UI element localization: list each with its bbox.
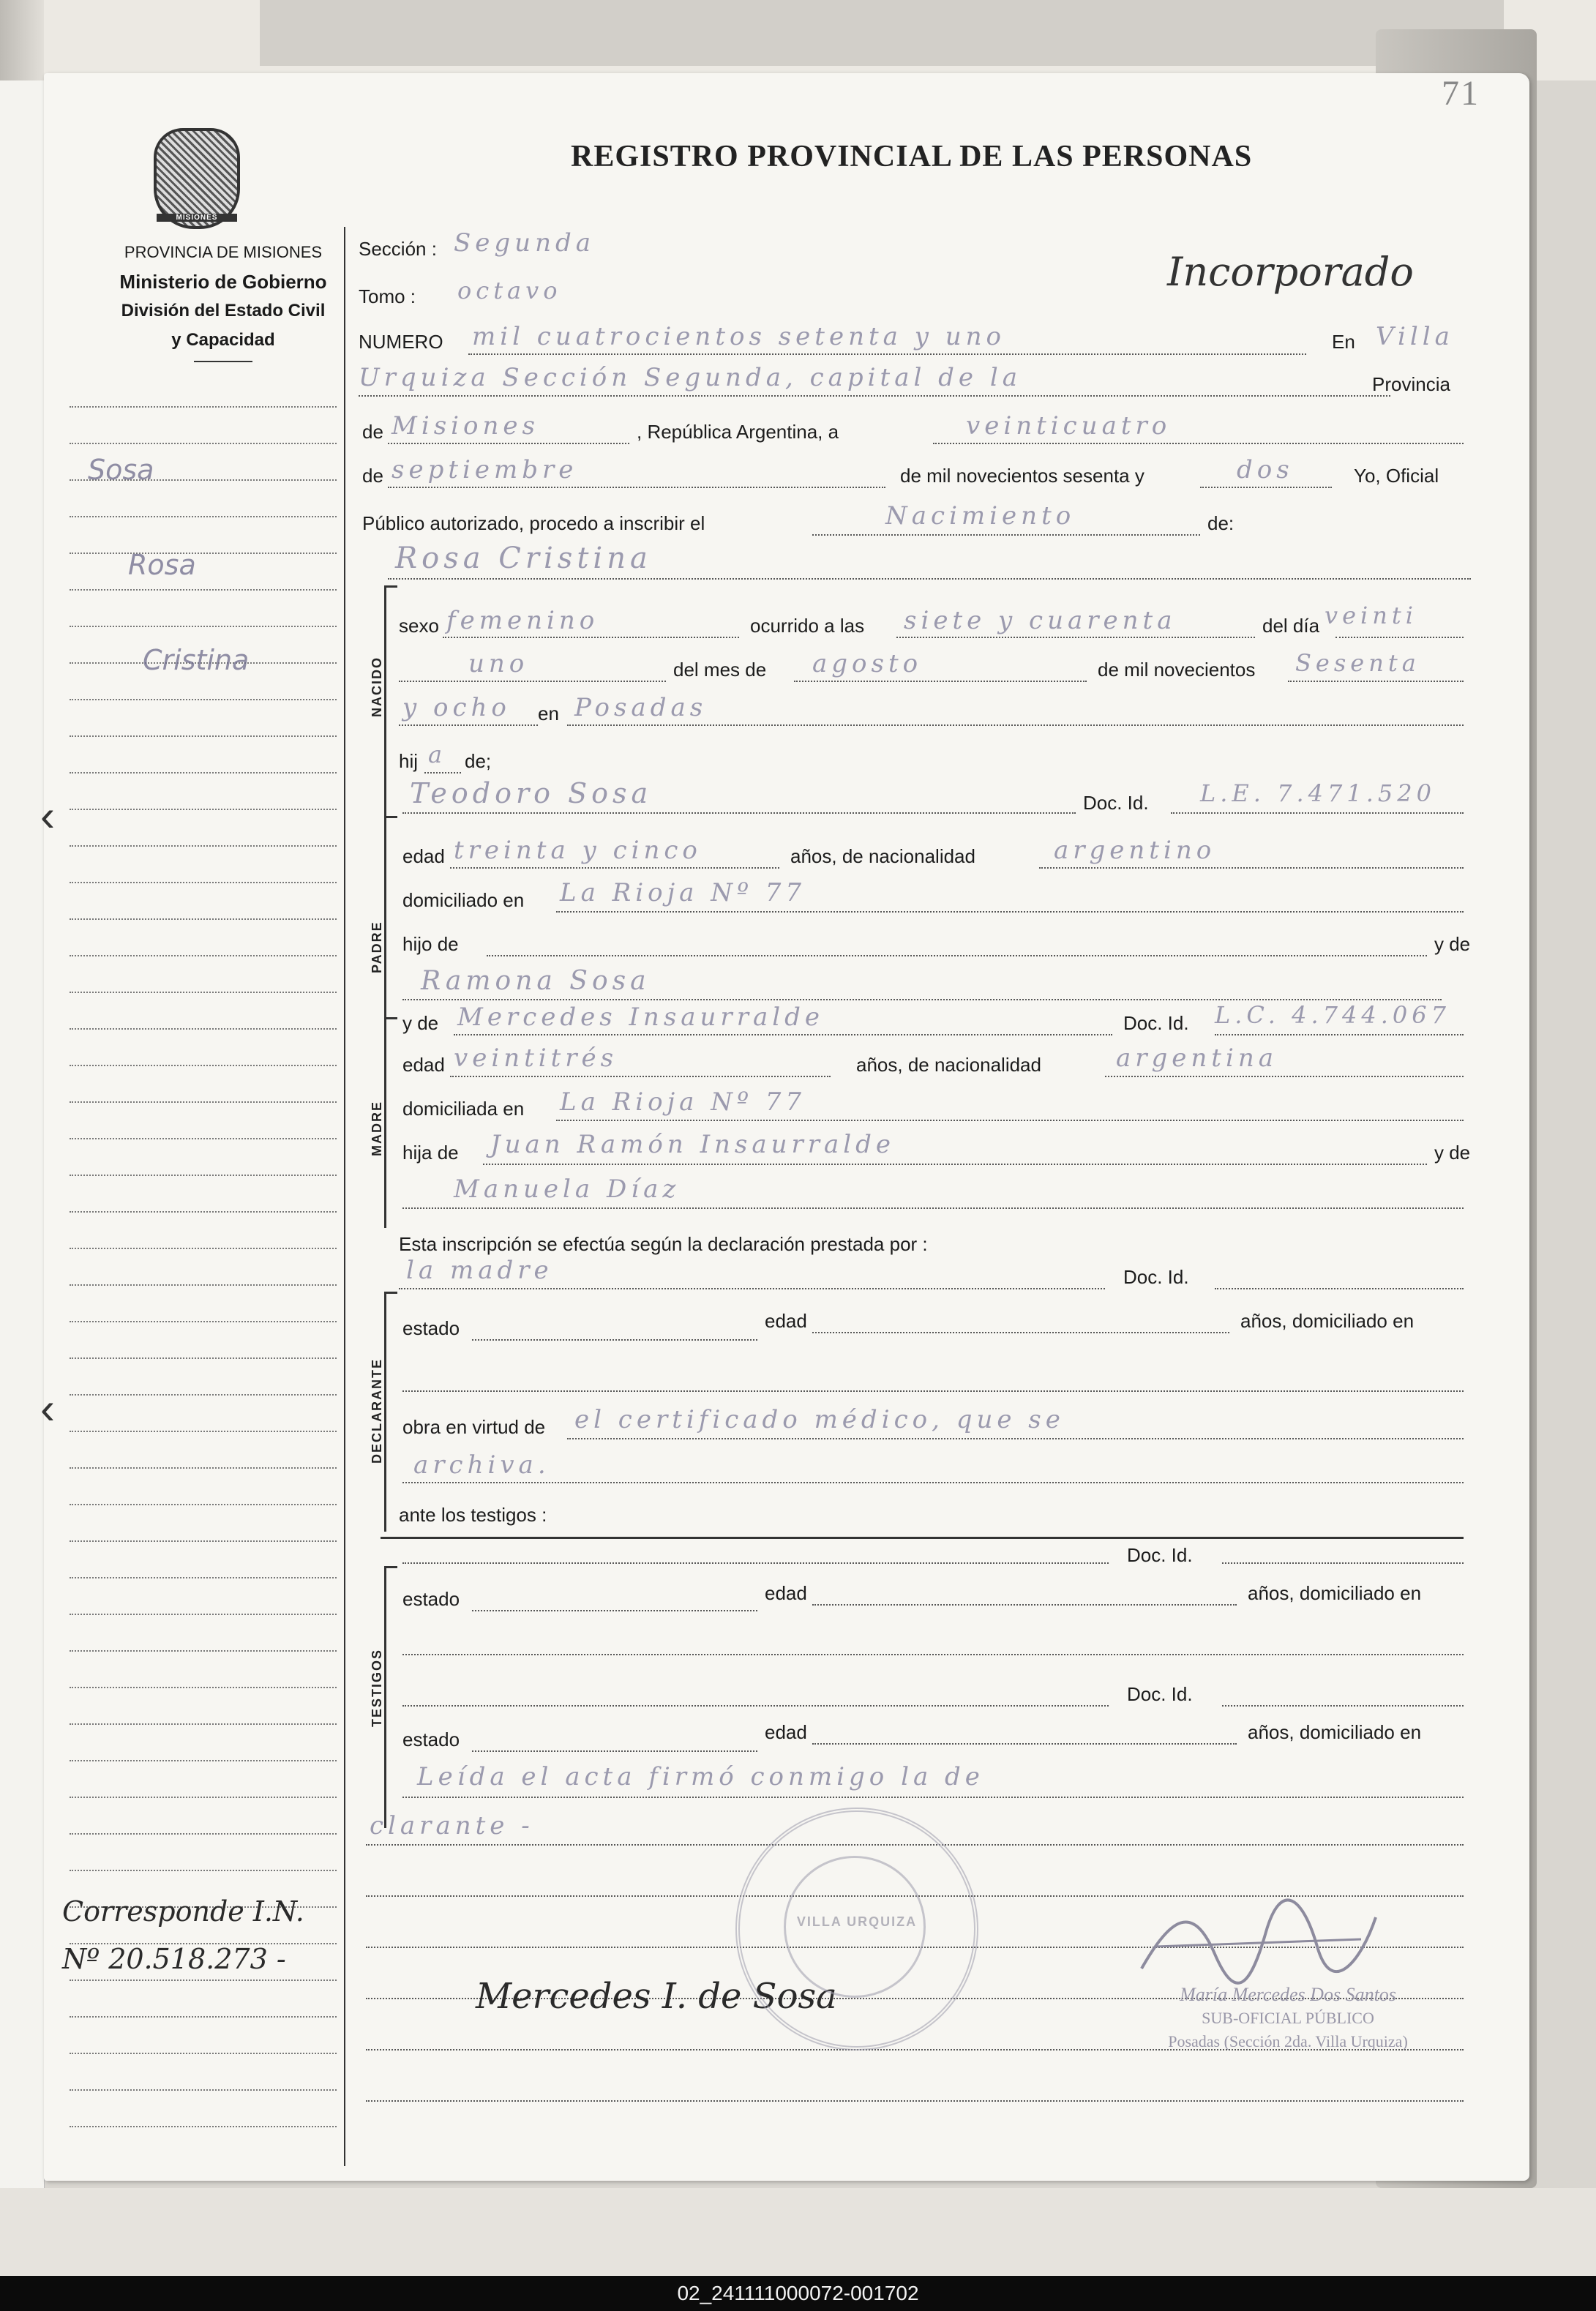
line-testigo1 [402,1562,1109,1564]
label-t1-edad: edad [765,1582,807,1604]
official-block [1105,1983,1471,2053]
value-ano: dos [1237,455,1294,484]
line-declarante [399,1288,1105,1289]
value-dia: veinti [1325,602,1417,629]
value-padre-doc: L.E. 7.471.520 [1200,779,1436,807]
line-obra [567,1438,1464,1439]
margin-rule [70,443,337,444]
line-t1-edad [812,1604,1237,1606]
margin-rule [70,1797,337,1798]
line-sexo [443,637,739,638]
line-padre-nac [1039,867,1464,869]
line-padre-edad [450,867,779,869]
line-t2-dom [402,1797,1464,1798]
margin-check-mark: ‹ [40,791,55,840]
label-madre-edad: edad [402,1054,445,1076]
line-madre-edad [450,1076,831,1077]
label-t2-dom: años, domiciliado en [1248,1721,1422,1743]
label-y-de-2: y de [1434,1142,1471,1164]
line-documento [812,534,1200,536]
margin-rule [70,699,337,700]
label-decl-edad: edad [765,1310,807,1332]
line-t1-dom [402,1654,1464,1655]
section-padre: PADRE [370,921,384,973]
value-provincia: Misiones [391,411,539,441]
province-seal-icon [154,128,240,229]
value-madre-padres: Juan Ramón Insaurralde [490,1130,896,1159]
label-tomo: Tomo : [359,285,416,307]
margin-rule [70,406,337,408]
label-obra: obra en virtud de [402,1416,546,1438]
line-testigo1-doc [1222,1562,1464,1564]
margin-rule [70,2089,337,2091]
margin-rule [70,1284,337,1286]
value-seccion: Segunda [454,228,596,258]
margin-check-mark: ‹ [40,1384,55,1433]
value-cierre2: clarante - [370,1811,534,1840]
line-padre-dom [556,911,1464,913]
margin-rule [70,1870,337,1871]
value-hora: siete y cuarenta [904,606,1177,635]
label-republica: , República Argentina, a [637,421,839,443]
margin-rule [70,1650,337,1652]
value-en: Villa [1376,322,1454,351]
page-title: REGISTRO PROVINCIAL DE LAS PERSONAS [571,140,1253,173]
label-en2: en [538,703,559,724]
margin-rule [70,882,337,883]
line-madre-dom [556,1120,1464,1121]
label-declarante-doc: Doc. Id. [1123,1266,1189,1288]
label-testigo2-doc: Doc. Id. [1127,1683,1193,1705]
line-decl-edad [812,1332,1229,1333]
label-decl-estado: estado [402,1317,460,1339]
line-padre-madre [402,999,1442,1000]
margin-rule [70,2053,337,2054]
label-t2-edad: edad [765,1721,807,1743]
margin-rule [70,1211,337,1213]
line-madre-padres2 [402,1207,1464,1209]
label-del-dia: del día [1262,615,1320,637]
line-nombre [388,578,1471,580]
line-padre-doc [1171,812,1464,814]
label-padre-nac: años, de nacionalidad [790,845,975,867]
line-2 [359,395,1390,397]
margin-rule [70,1504,337,1505]
label-t1-estado: estado [402,1588,460,1610]
label-de-semi: de; [465,750,492,772]
line-obra2 [402,1482,1464,1483]
ministry-line: División del Estado Civil [121,301,326,321]
margin-rule [70,1979,337,1981]
margin-name2: Cristina [143,644,250,676]
value-padre-nombre: Teodoro Sosa [410,777,653,809]
line-ano-nac2 [399,724,538,726]
ministry-header [59,238,388,355]
line-madre-nombre [454,1034,1112,1035]
value-padre-dom: La Rioja Nº 77 [560,878,806,907]
value-tomo: octavo [457,277,562,304]
line-t2-edad [812,1743,1237,1745]
margin-id-number: Nº 20.518.273 - [62,1943,286,1975]
margin-rule [70,1723,337,1725]
line-mes [388,487,885,488]
line-t2-estado [472,1750,757,1752]
line-provincia [388,443,629,444]
madre-bracket [384,1017,397,1228]
margin-rule [70,735,337,737]
value-fecha-dia: veinticuatro [966,411,1172,441]
margin-rule [70,1577,337,1578]
margin-rule [70,1394,337,1396]
margin-correspondence: Corresponde I.N. [62,1895,304,1928]
official-role: SUB-OFICIAL PÚBLICO [1202,2009,1374,2027]
label-de-mes: de [362,465,383,487]
label-decl-dom: años, domiciliado en [1240,1310,1415,1332]
label-ocurrido: ocurrido a las [750,615,865,637]
margin-rule [70,589,337,591]
value-numero: mil cuatrocientos setenta y uno [472,322,1005,351]
line-padre-nombre [402,812,1076,814]
value-madre-dom: La Rioja Nº 77 [560,1087,806,1117]
margin-rule [70,845,337,847]
label-mil-nov: de mil novecientos [1098,659,1256,681]
label-madre-yde: y de [402,1012,439,1034]
line-decl-estado [472,1339,757,1341]
divider [194,361,252,362]
ministry-line: Ministerio de Gobierno [119,271,327,293]
value-line2: Urquiza Sección Segunda, capital de la [359,363,1022,392]
margin-rule [70,2126,337,2127]
value-madre-padres2: Manuela Díaz [454,1175,681,1204]
official-stamp [735,1808,978,2050]
value-nombre: Rosa Cristina [395,542,652,575]
margin-rule [70,772,337,774]
section-declarante: DECLARANTE [370,1358,384,1464]
line-dia2 [399,681,666,682]
label-numero: NUMERO [359,331,443,353]
value-documento: Nacimiento [885,501,1076,531]
page-number: 71 [1442,74,1480,113]
value-padre-nac: argentino [1054,836,1216,865]
label-hijo-de: hijo de [402,933,459,955]
label-provincia: Provincia [1372,373,1450,395]
value-ano-nac: Sesenta [1295,649,1420,677]
value-ano-nac2: y ocho [402,693,511,722]
divider-testigos [381,1537,1464,1539]
line-dia [1335,637,1464,638]
label-de-mil: de mil novecientos sesenta y [900,465,1144,487]
line-mes-nac [794,681,1087,682]
margin-rule [70,1101,337,1103]
ministry-line: y Capacidad [171,330,275,350]
official-signature [1127,1888,1390,1990]
margin-rule [70,1833,337,1835]
margin-rule [70,809,337,810]
testigos-bracket [384,1566,397,1828]
label-t2-estado: estado [402,1728,460,1750]
margin-rule [70,1760,337,1761]
value-mes: septiembre [391,455,578,484]
label-padre-doc: Doc. Id. [1083,792,1149,814]
facing-page-edge [0,80,45,2188]
value-madre-doc: L.C. 4.744.067 [1215,1001,1450,1029]
margin-rule [70,1540,337,1542]
margin-rule [70,1065,337,1066]
value-lugar: Posadas [574,693,708,722]
label-madre-dom: domiciliada en [402,1098,525,1120]
margin-rule [70,1175,337,1176]
line-numero [468,353,1306,355]
line-decl-dom [402,1390,1464,1392]
background-bottom [0,2188,1596,2276]
line-madre-nac [1105,1076,1464,1077]
label-y-de: y de [1434,933,1471,955]
margin-rule [70,1431,337,1432]
line-ano [1200,487,1332,488]
label-hij: hij [399,750,419,772]
margin-rule [70,626,337,627]
official-office: Posadas (Sección 2da. Villa Urquiza) [1168,2032,1408,2050]
line-hora [896,637,1255,638]
value-obra2: archiva. [413,1450,550,1480]
value-sexo: femenino [446,606,599,635]
label-seccion: Sección : [359,238,437,260]
label-en: En [1332,331,1355,353]
line-lugar [567,724,1464,726]
margin-rule [70,1138,337,1139]
top-signature: Incorporado [1167,249,1414,295]
margin-rule [70,992,337,993]
value-madre-nac: argentina [1116,1044,1278,1073]
book-binding [260,0,1504,66]
label-padre-dom: domiciliado en [402,889,525,911]
label-yo-oficial: Yo, Oficial [1354,465,1439,487]
line-hijo-de [487,955,1427,956]
label-testigo1-doc: Doc. Id. [1127,1544,1193,1566]
margin-rule [70,918,337,920]
line-fecha [933,443,1464,444]
declarant-signature: Mercedes I. de Sosa [476,1976,837,2017]
line-testigo2-doc [1222,1705,1464,1707]
margin-divider [344,227,345,2166]
value-dia2: uno [468,649,529,678]
section-madre: MADRE [370,1101,384,1156]
margin-rule [70,1467,337,1469]
value-cierre: Leída el acta firmó conmigo la de [417,1762,984,1791]
label-ante-testigos: ante los testigos : [399,1504,547,1526]
section-testigos: TESTIGOS [370,1648,384,1727]
line-hija-de [483,1164,1427,1165]
margin-surname: Sosa [88,454,154,486]
value-mes-nac: agosto [812,649,923,678]
line-hij [424,772,461,774]
line-blank5 [366,2100,1464,2102]
value-madre-nombre: Mercedes Insaurralde [457,1003,824,1032]
value-madre-edad: veintitrés [454,1044,618,1073]
label-esta-inscripcion: Esta inscripción se efectúa según la declaración prestada por : [399,1233,928,1255]
section-nacido: NACIDO [370,656,384,717]
seal-label: MISIONES [157,214,237,222]
label-padre-edad: edad [402,845,445,867]
label-sexo: sexo [399,615,439,637]
label-hija-de: hija de [402,1142,459,1164]
margin-rule [70,1614,337,1615]
stamp-text: VILLA URQUIZA [796,1914,918,1929]
margin-rule [70,553,337,554]
official-name: María Mercedes Dos Santos [1180,1984,1396,2005]
label-madre-doc: Doc. Id. [1123,1012,1189,1034]
label-madre-nac: años, de nacionalidad [856,1054,1041,1076]
margin-rule [70,1248,337,1249]
value-obra: el certificado médico, que se [574,1405,1065,1434]
image-id-footer: 02_241111000072-001702 [0,2276,1596,2311]
declarante-bracket [384,1292,397,1532]
margin-name: Rosa [128,549,196,581]
value-padre-madre: Ramona Sosa [421,966,651,996]
margin-rule [70,1028,337,1030]
value-declarante: la madre [406,1256,553,1285]
label-del-mes: del mes de [673,659,767,681]
margin-rule [70,1687,337,1688]
line-testigo2 [402,1705,1109,1707]
label-t1-dom: años, domiciliado en [1248,1582,1422,1604]
margin-rule [70,1357,337,1359]
value-hij: a [428,741,447,768]
label-de-colon: de: [1207,512,1235,534]
line-declarante-doc [1215,1288,1464,1289]
nacido-bracket [384,585,397,847]
line-madre-doc [1215,1034,1464,1035]
label-de: de [362,421,383,443]
line-t1-estado [472,1610,757,1611]
label-publico: Público autorizado, procedo a inscribir el [362,512,705,534]
margin-rule [70,2016,337,2018]
margin-rule [70,516,337,517]
line-ano-nac [1288,681,1464,682]
register-page [40,73,1529,2181]
margin-rule [70,1321,337,1322]
ministry-line: PROVINCIA DE MISIONES [124,243,323,261]
value-padre-edad: treinta y cinco [454,836,702,865]
margin-rule [70,955,337,956]
